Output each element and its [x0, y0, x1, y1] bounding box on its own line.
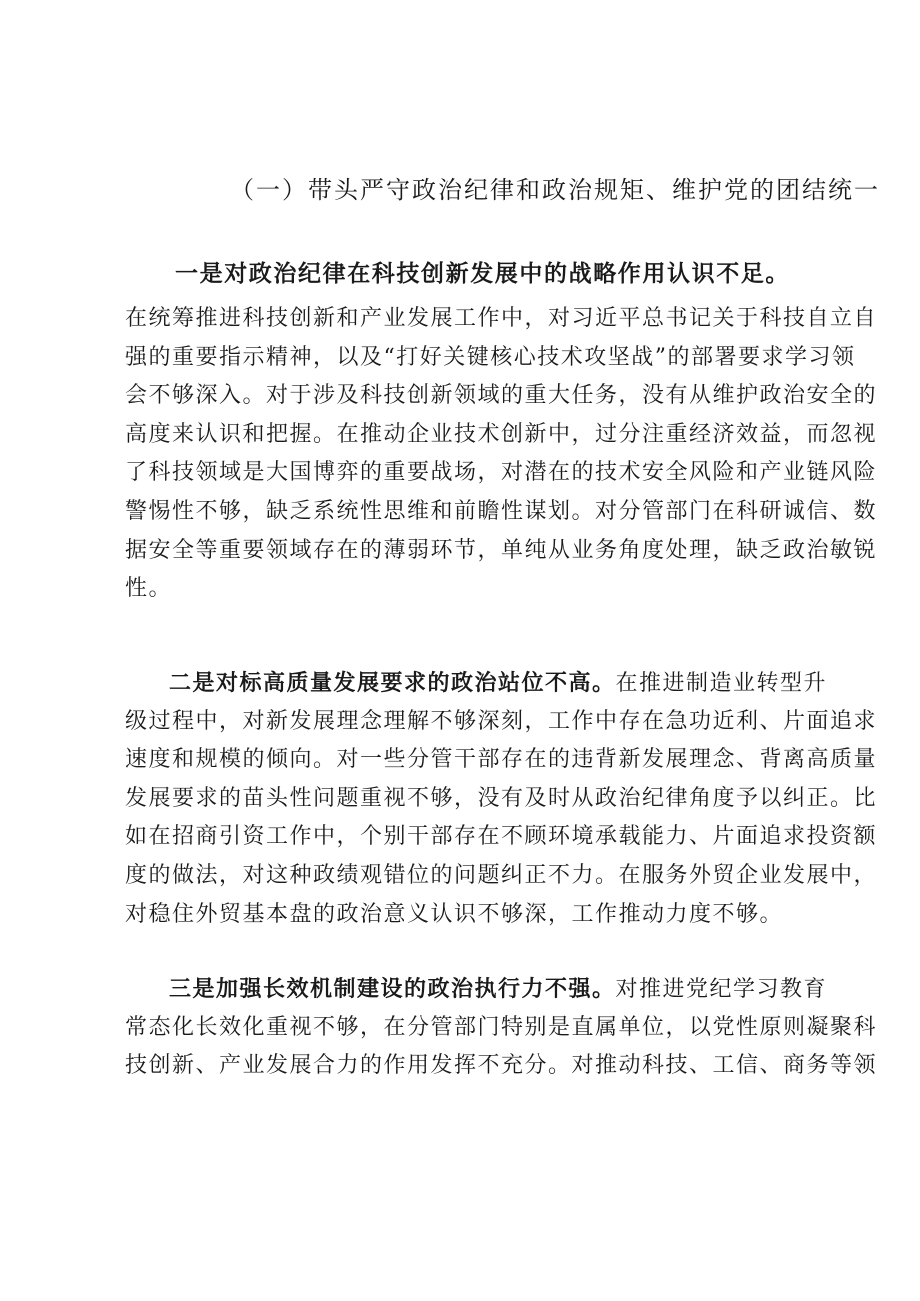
- point1-line: 了科技领域是大国博弈的重要战场，对潜在的技术安全风险和产业链风险: [125, 460, 878, 486]
- point2-heading: 二是对标高质量发展要求的政治站位不高。: [169, 670, 616, 696]
- point2-line: 对稳住外贸基本盘的政治意义认识不够深，工作推动力度不够。: [125, 901, 784, 927]
- point1-line: 会不够深入。对于涉及科技创新领域的重大任务，没有从维护政治安全的: [125, 383, 878, 409]
- point1-line: 强的重要指示精神，以及“打好关键核心技术攻坚战”的部署要求学习领: [125, 344, 856, 370]
- point2-line: 如在招商引资工作中，个别干部存在不顾环境承载能力、片面追求投资额: [125, 824, 878, 850]
- section-title-text: （一）带头严守政治纪律和政治规矩、维护党的团结统一: [230, 176, 880, 204]
- point3-body: [125, 970, 878, 1086]
- point1-heading: 一是对政治纪律在科技创新发展中的战略作用认识不足。: [175, 260, 790, 287]
- point3-heading: 三是加强长效机制建设的政治执行力不强。: [169, 976, 616, 1002]
- point3-line: 技创新、产业发展合力的作用发挥不充分。对推动科技、工信、商务等领: [125, 1053, 878, 1079]
- point2-first-line-rest: 在推进制造业转型升: [615, 671, 828, 696]
- point3-line: 常态化长效化重视不够，在分管部门特别是直属单位，以党性原则凝聚科: [125, 1014, 878, 1040]
- point2-line: 度的做法，对这种政绩观错位的问题纠正不力。在服务外贸企业发展中，: [125, 862, 878, 888]
- point2-line: 级过程中，对新发展理念理解不够深刻，工作中存在急功近利、片面追求: [125, 708, 878, 734]
- point2-first-line: [125, 664, 828, 703]
- point1-body: [125, 300, 878, 609]
- point3-first-line: [125, 970, 828, 1009]
- point1-line: 警惕性不够，缺乏系统性思维和前瞻性谋划。对分管部门在科研诚信、数: [125, 498, 878, 524]
- point2-line: 发展要求的苗头性问题重视不够，没有及时从政治纪律角度予以纠正。比: [125, 785, 878, 811]
- point1-line: 性。: [125, 576, 173, 602]
- section-title: [230, 170, 880, 205]
- point3-first-line-rest: 对推进党纪学习教育: [615, 977, 828, 1002]
- point2-body: [125, 664, 878, 934]
- point1-line: 高度来认识和把握。在推动企业技术创新中，过分注重经济效益，而忽视: [125, 421, 878, 447]
- point1-line: 据安全等重要领域存在的薄弱环节，单纯从业务角度处理，缺乏政治敏锐: [125, 537, 878, 563]
- point2-line: 速度和规模的倾向。对一些分管干部存在的违背新发展理念、背离高质量: [125, 747, 878, 773]
- point1-line: 在统筹推进科技创新和产业发展工作中，对习近平总书记关于科技自立自: [125, 306, 878, 331]
